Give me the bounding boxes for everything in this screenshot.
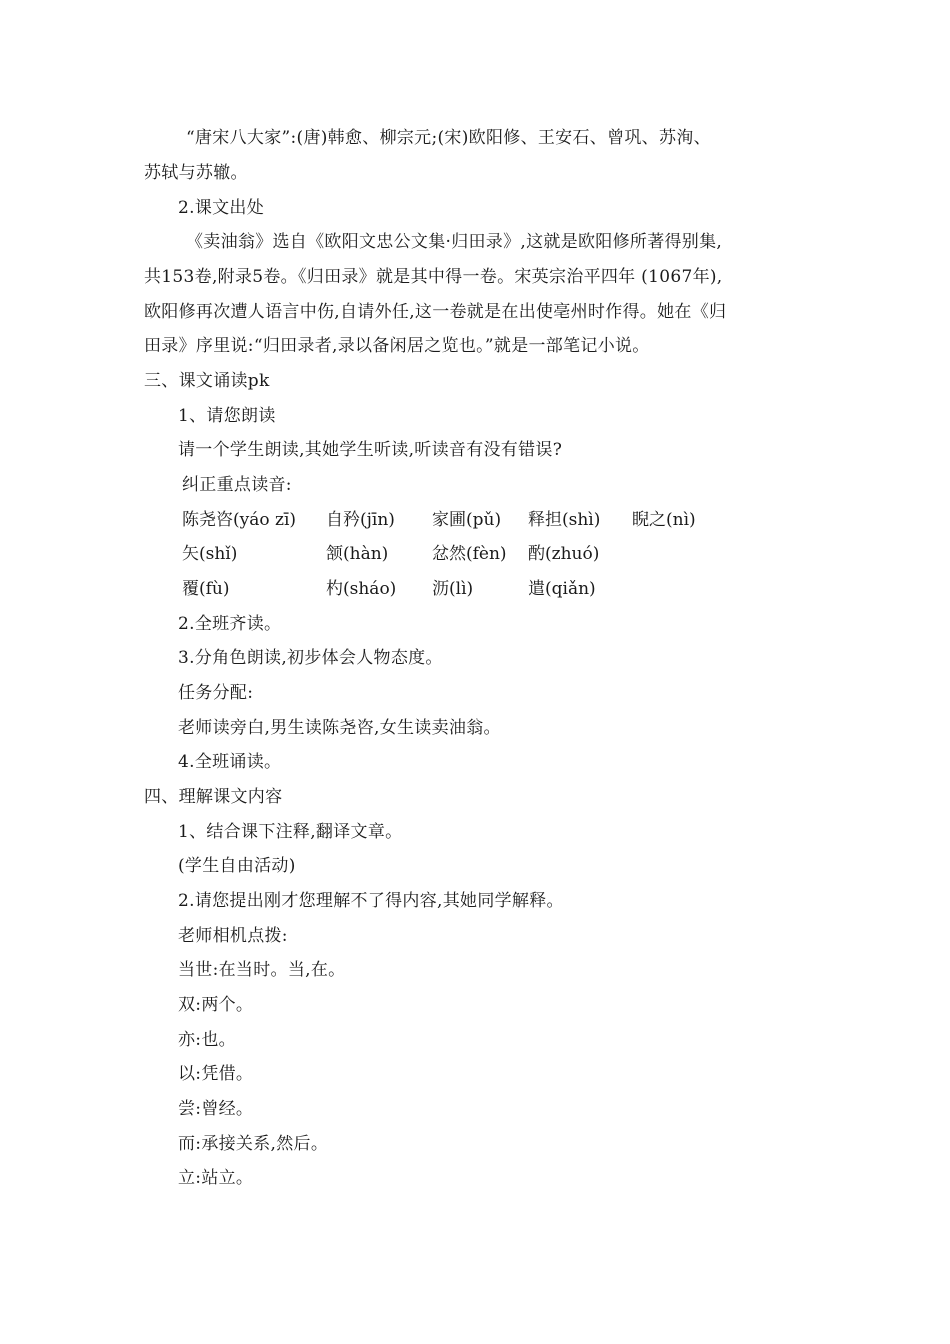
pron-cell: 覆(fù) <box>182 579 230 599</box>
source-line-1: 《卖油翁》选自《欧阳文忠公文集·归田录》,这就是欧阳修所著得别集, <box>186 232 723 252</box>
teacher-guidance-label: 老师相机点拨: <box>178 926 288 946</box>
pron-cell: 矢(shǐ) <box>182 544 238 564</box>
pronunciation-label: 纠正重点读音: <box>182 475 292 495</box>
pron-cell: 遣(qiǎn) <box>528 579 596 599</box>
source-line-4: 田录》序里说:“归田录者,录以备闲居之览也。”就是一部笔记小说。 <box>144 336 650 356</box>
gloss-item: 双:两个。 <box>178 995 254 1015</box>
pron-cell: 酌(zhuó) <box>528 544 600 564</box>
gloss-item: 尝:曾经。 <box>178 1099 254 1119</box>
source-line-2: 共153卷,附录5卷。《归田录》就是其中得一卷。宋英宗治平四年 (1067年), <box>144 267 723 287</box>
gloss-item: 而:承接关系,然后。 <box>178 1134 329 1154</box>
pron-cell: 忿然(fèn) <box>432 544 507 564</box>
task-text: 老师读旁白,男生读陈尧咨,女生读卖油翁。 <box>178 718 501 738</box>
source-heading: 2.课文出处 <box>178 198 265 218</box>
recite-step-4: 4.全班诵读。 <box>178 752 282 772</box>
recite-step-1-text: 请一个学生朗读,其她学生听读,听读音有没有错误? <box>178 440 563 460</box>
gloss-item: 亦:也。 <box>178 1030 236 1050</box>
intro-line-2: 苏轼与苏辙。 <box>144 163 248 183</box>
recite-step-1: 1、请您朗读 <box>178 406 276 426</box>
recite-step-3: 3.分角色朗读,初步体会人物态度。 <box>178 648 443 668</box>
recite-heading: 三、课文诵读pk <box>144 371 270 391</box>
understand-step-1-note: (学生自由活动) <box>178 856 296 876</box>
understand-step-1: 1、结合课下注释,翻译文章。 <box>178 822 403 842</box>
pron-cell: 家圃(pǔ) <box>432 510 502 530</box>
pron-cell: 沥(lì) <box>432 579 474 599</box>
understand-step-2: 2.请您提出刚才您理解不了得内容,其她同学解释。 <box>178 891 564 911</box>
pron-cell: 释担(shì) <box>528 510 601 530</box>
gloss-item: 立:站立。 <box>178 1168 254 1188</box>
pron-cell: 自矜(jīn) <box>326 510 395 530</box>
pron-cell: 颔(hàn) <box>326 544 389 564</box>
understand-heading: 四、理解课文内容 <box>144 787 283 807</box>
pron-cell: 睨之(nì) <box>632 510 696 530</box>
intro-line-1: “唐宋八大家”:(唐)韩愈、柳宗元;(宋)欧阳修、王安石、曾巩、苏洵、 <box>186 128 711 148</box>
gloss-item: 当世:在当时。当,在。 <box>178 960 346 980</box>
gloss-item: 以:凭借。 <box>178 1064 254 1084</box>
pron-cell: 陈尧咨(yáo zī) <box>182 510 297 530</box>
pron-cell: 杓(sháo) <box>326 579 397 599</box>
source-line-3: 欧阳修再次遭人语言中伤,自请外任,这一卷就是在出使亳州时作得。她在《归 <box>144 302 727 322</box>
recite-step-2: 2.全班齐读。 <box>178 614 282 634</box>
task-label: 任务分配: <box>178 683 254 703</box>
